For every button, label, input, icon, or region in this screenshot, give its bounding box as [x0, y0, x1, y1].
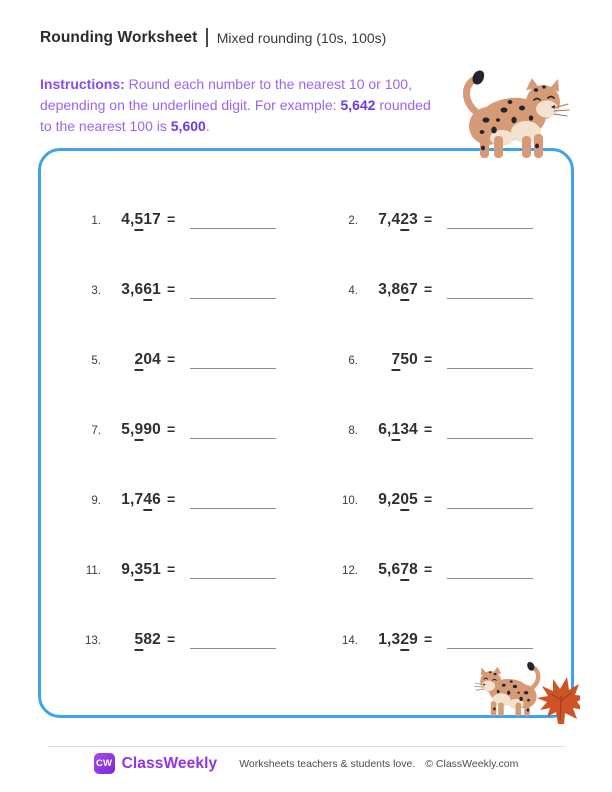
problem-number: 11. — [85, 565, 101, 577]
underlined-digit: 2 — [400, 631, 410, 648]
instructions-body-1: Round each number to the nearest 10 or 100, depending on the underlined digit. For example: — [40, 76, 412, 113]
underlined-digit: 7 — [391, 351, 401, 368]
underlined-digit: 7 — [400, 561, 410, 578]
equals-sign: = — [424, 631, 433, 647]
equals-sign: = — [424, 561, 433, 577]
problem-number: 13. — [85, 635, 101, 647]
instructions-example-answer: 5,600 — [170, 118, 206, 134]
answer-blank[interactable] — [447, 573, 533, 579]
problems-grid — [41, 151, 571, 701]
problem-number: 8. — [348, 425, 358, 437]
problem-number: 10. — [342, 495, 358, 507]
header — [40, 28, 386, 47]
equals-sign: = — [167, 631, 176, 647]
footer — [0, 753, 612, 774]
underlined-digit: 1 — [391, 421, 401, 438]
answer-blank[interactable] — [447, 363, 533, 369]
problem-value: 3,867 — [378, 281, 418, 298]
problem-row — [326, 281, 583, 351]
problem-value: 9,351 — [121, 561, 161, 578]
underlined-digit: 2 — [134, 351, 144, 368]
underlined-digit: 5 — [134, 631, 144, 648]
title-divider — [206, 28, 207, 47]
problem-value: 6,134 — [378, 421, 418, 438]
problem-value: 3,661 — [121, 281, 161, 298]
problem-number: 9. — [91, 495, 101, 507]
instructions-body-2: rounded to the nearest 100 is — [40, 97, 431, 134]
problem-row — [326, 421, 583, 491]
classweekly-logo-icon: CW — [94, 753, 115, 774]
problem-value: 5,990 — [121, 421, 161, 438]
answer-blank[interactable] — [190, 503, 276, 509]
answer-blank[interactable] — [447, 433, 533, 439]
problem-value: 582 — [134, 631, 161, 648]
problem-number: 6. — [348, 355, 358, 367]
problem-number: 2. — [348, 215, 358, 227]
equals-sign: = — [167, 561, 176, 577]
footer-divider — [48, 746, 565, 747]
problem-value: 1,329 — [378, 631, 418, 648]
problem-number: 7. — [91, 425, 101, 437]
problem-row — [326, 351, 583, 421]
problem-value: 5,678 — [378, 561, 418, 578]
problem-number: 14. — [342, 635, 358, 647]
answer-blank[interactable] — [190, 573, 276, 579]
equals-sign: = — [167, 211, 176, 227]
problem-value: 750 — [391, 351, 418, 368]
problem-value: 4,517 — [121, 211, 161, 228]
problem-row — [69, 211, 326, 281]
problem-number: 5. — [91, 355, 101, 367]
footer-copyright: © ClassWeekly.com — [425, 757, 519, 770]
problem-row — [69, 281, 326, 351]
underlined-digit: 5 — [134, 211, 144, 228]
instructions-body-3: . — [205, 118, 210, 134]
problem-row — [69, 491, 326, 561]
problem-row — [326, 211, 583, 281]
page-subtitle: Mixed rounding (10s, 100s) — [216, 29, 387, 46]
underlined-digit: 4 — [143, 491, 153, 508]
equals-sign: = — [167, 281, 176, 297]
instructions-label: Instructions: — [40, 76, 125, 92]
problem-number: 12. — [342, 565, 358, 577]
equals-sign: = — [424, 421, 433, 437]
problem-number: 4. — [348, 285, 358, 297]
underlined-digit: 6 — [400, 281, 410, 298]
underlined-digit: 2 — [400, 211, 410, 228]
problem-number: 1. — [91, 215, 101, 227]
problem-value: 9,205 — [378, 491, 418, 508]
answer-blank[interactable] — [190, 433, 276, 439]
underlined-digit: 0 — [400, 491, 410, 508]
underlined-digit: 3 — [134, 561, 144, 578]
problem-row — [69, 631, 326, 701]
problem-number: 3. — [91, 285, 101, 297]
problem-row — [69, 351, 326, 421]
equals-sign: = — [424, 351, 433, 367]
instructions-text — [40, 74, 444, 137]
answer-blank[interactable] — [190, 643, 276, 649]
equals-sign: = — [424, 211, 433, 227]
underlined-digit: 9 — [134, 421, 144, 438]
equals-sign: = — [424, 281, 433, 297]
problem-value: 204 — [134, 351, 161, 368]
problem-row — [69, 561, 326, 631]
answer-blank[interactable] — [190, 223, 276, 229]
answer-blank[interactable] — [447, 503, 533, 509]
answer-blank[interactable] — [190, 293, 276, 299]
problem-row — [326, 491, 583, 561]
answer-blank[interactable] — [190, 363, 276, 369]
problem-value: 1,746 — [121, 491, 161, 508]
instructions-example-number: 5,642 — [340, 97, 376, 113]
problem-row — [69, 421, 326, 491]
answer-blank[interactable] — [447, 643, 533, 649]
equals-sign: = — [167, 421, 176, 437]
leopard-illustration-bottom — [474, 660, 580, 726]
equals-sign: = — [167, 491, 176, 507]
equals-sign: = — [167, 351, 176, 367]
brand-name: ClassWeekly — [121, 754, 218, 772]
problem-row — [326, 561, 583, 631]
equals-sign: = — [424, 491, 433, 507]
footer-tagline: Worksheets teachers & students love. — [239, 757, 416, 770]
answer-blank[interactable] — [447, 223, 533, 229]
underlined-digit: 6 — [143, 281, 153, 298]
leopard-illustration-top — [446, 64, 570, 164]
problem-value: 7,423 — [378, 211, 418, 228]
maple-leaf — [537, 677, 580, 724]
answer-blank[interactable] — [447, 293, 533, 299]
page-title: Rounding Worksheet — [40, 28, 198, 46]
